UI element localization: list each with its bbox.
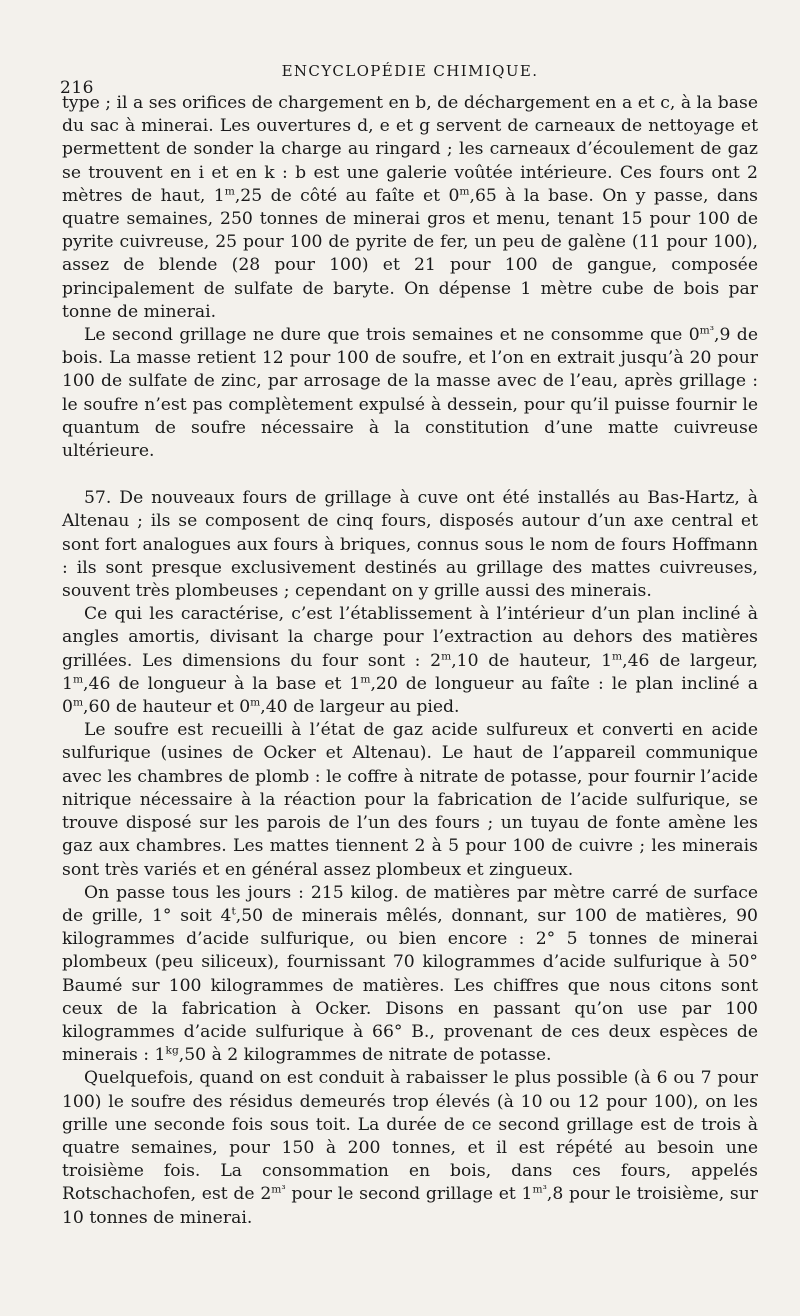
paragraph-section-57: 57. De nouveaux fours de grillage à cuve ont été installés au Bas-Hartz, à Altenau ; ils se composent de cinq fours, disposés autour d’un axe central et sont fort analogues aux fours à briques, connus sous le nom de fours Hoffmann : ils sont presque exclusivement destinés au grillage des mattes cuivreuses, souvent très plombeuses ; cependant on y grille aussi des minerais.: [62, 488, 758, 602]
paragraph-inclined-plane: Ce qui les caractérise, c’est l’établissement à l’intérieur d’un plan incliné à angles amortis, divisant la charge pour l’extraction au dehors des matières grillées. Les dimensions du four sont : 2$^m$,10 de hauteur, 1$^m$,46 de largeur, 1$^m$,46 de longueur à la base et 1$^m$,20 de longueur au faîte : le plan incliné a 0$^m$,60 de hauteur et 0$^m$,40 de largeur au pied.: [62, 604, 758, 718]
body-text: [62, 92, 758, 1230]
running-title: ENCYCLOPÉDIE CHIMIQUE.: [281, 62, 539, 80]
paragraph-daily-throughput: On passe tous les jours : 215 kilog. de matières par mètre carré de surface de grille, 1° soit 4$^t$,50 de minerais mêlés, donnant, sur 100 de matières, 90 kilogrammes d’acide sulfurique, ou bien encore : 2° 5 tonnes de minerai plombeux (peu siliceux), fournissant 70 kilogrammes d’acide sulfurique à 50° Baumé sur 100 kilogrammes de matières. Les chiffres que nous citons sont ceux de la fabrication à Ocker. Disons en passant qu’on use par 100 kilogrammes d’acide sulfurique à 66° B., provenant de ces deux espèces de minerais : $1^{kg},50$ à 2 kilogrammes de nitrate de potasse.: [62, 882, 758, 1066]
paragraph-furnace-description: type ; il a ses orifices de chargement en b, de déchargement en a et c, à la base du sac à minerai. Les ouvertures d, e et g servent de carneaux de nettoyage et permettent de sonder la charge au ringard ; les carneaux d’écoulement de gaz se trouvent en i et en k : b est une galerie voûtée intérieure. Ces fours ont 2 mètres de haut, 1$^m$,25 de côté au faîte et 0$^m$,65 à la base. On y passe, dans quatre semaines, 250 tonnes de minerai gros et menu, tenant 15 pour 100 de pyrite cuivreuse, 25 pour 100 de pyrite de fer, un peu de galène (11 pour 100), assez de blende (28 pour 100) et 21 pour 100 de gangue, composée principalement de sulfate de baryte. On dépense 1 mètre cube de bois par tonne de minerai.: [62, 93, 759, 322]
page-number: 216: [60, 78, 94, 98]
page-header: [60, 56, 758, 98]
paragraph-second-roasting: Le second grillage ne dure que trois semaines et ne consomme que $0^{m^3},9$ de bois. La masse retient 12 pour 100 de soufre, et l’on en extrait jusqu’à 20 pour 100 de sulfate de zinc, par arrosage de la masse avec de l’eau, après grillage : le soufre n’est pas complètement expulsé à dessein, pour qu’il puisse fournir le quantum de soufre nécessaire à la constitution d’une matte cuivreuse ultérieure.: [62, 323, 758, 462]
paragraph-regrilling: Quelquefois, quand on est conduit à rabaisser le plus possible (à 6 ou 7 pour 100) le soufre des résidus demeurés trop élevés (à 10 ou 12 pour 100), on les grille une seconde fois sous toit. La durée de ce second grillage est de trois à quatre semaines, pour 150 à 200 tonnes, et il est répété au besoin une troisième fois. La consommation en bois, dans ces fours, appelés Rotschachofen, est de $2^{m^3}$ pour le second grillage et $1^{m^3},8$ pour le troisième, sur 10 tonnes de minerai.: [62, 1068, 758, 1228]
paragraph-sulfur-recovery: Le soufre est recueilli à l’état de gaz acide sulfureux et converti en acide sulfurique (usines de Ocker et Altenau). Le haut de l’appareil communique avec les chambres de plomb : le coffre à nitrate de potasse, pour fournir l’acide nitrique nécessaire à la réaction pour la fabrication de l’acide sulfurique, se trouve disposé sur les parois de l’un des fours ; un tuyau de fonte amène les gaz aux chambres. Les mattes tiennent 2 à 5 pour 100 de cuivre ; les minerais sont très variés et en général assez plombeux et zingueux.: [62, 720, 758, 880]
